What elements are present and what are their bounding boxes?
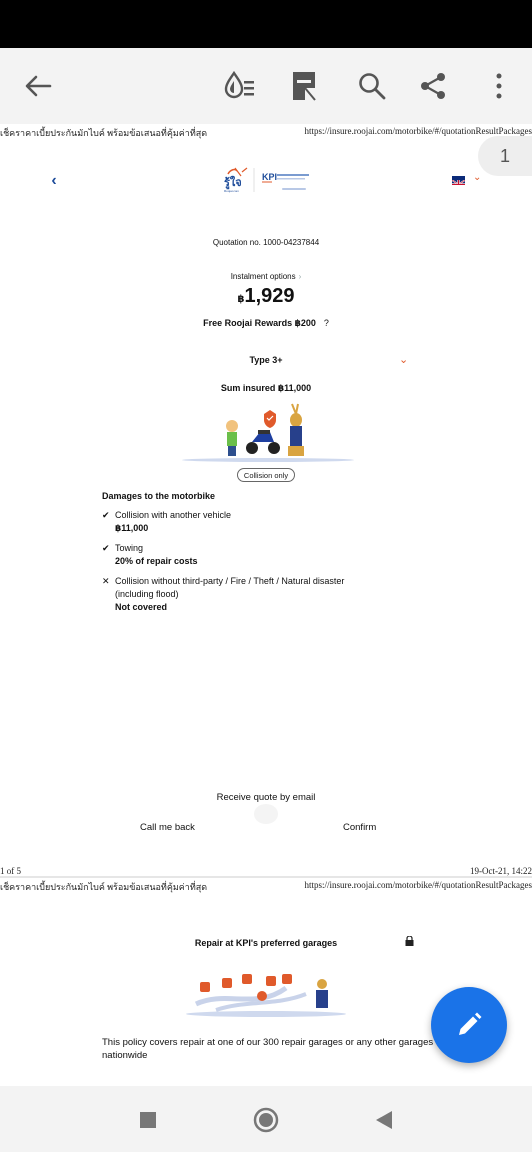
garage-section-title: Repair at KPI's preferred garages: [194, 938, 338, 948]
pdf-footer-date: 19-Oct-21, 14:22: [470, 866, 532, 876]
sum-insured: Sum insured ฿11,000: [220, 383, 312, 393]
system-nav-bar: [0, 1086, 532, 1152]
coverage-value: ฿11,000: [115, 523, 149, 533]
instalment-options-link[interactable]: [0, 272, 532, 281]
price-currency: ฿: [237, 294, 245, 305]
chevron-right-icon: ›: [298, 272, 302, 281]
coverage-label: Collision with another vehicle: [115, 510, 232, 520]
pdf-header-url: https://insure.roojai.com/motorbike/#/quotationResultPackages: [304, 880, 532, 890]
garage-map-illustration: [186, 970, 346, 1018]
search-icon[interactable]: [354, 68, 390, 104]
check-icon: ✔: [102, 543, 110, 553]
chevron-down-icon[interactable]: ⌄: [473, 172, 482, 183]
scroll-indicator: [254, 804, 278, 824]
cover-type-pill[interactable]: Collision only: [237, 468, 295, 482]
coverage-label-continued: (including flood): [115, 589, 179, 599]
share-icon[interactable]: [415, 68, 451, 104]
reading-mode-icon[interactable]: [222, 68, 258, 104]
page-indicator: 1: [478, 136, 532, 176]
coverage-label: Collision without third-party / Fire / Theft / Natural disaster: [115, 576, 345, 586]
chevron-left-icon[interactable]: ‹: [51, 172, 57, 189]
uk-flag-icon[interactable]: [452, 176, 465, 185]
check-icon: ✔: [102, 510, 110, 520]
motorbike-illustration: [180, 402, 356, 464]
chevron-down-icon[interactable]: ⌄: [399, 354, 409, 366]
lock-icon: [405, 936, 414, 948]
edit-pencil-icon: [454, 1010, 484, 1040]
coverage-item: [102, 542, 198, 568]
roojai-kpi-logo: [222, 164, 312, 196]
page-layout-icon[interactable]: [286, 68, 322, 104]
svg-text:รู้ใจ: รู้ใจ: [224, 177, 242, 189]
rewards-text: Free Roojai Rewards ฿200: [203, 318, 316, 328]
instalment-label: Instalment options: [230, 272, 296, 281]
call-me-back-button[interactable]: Call me back: [140, 822, 195, 833]
quote-price: [0, 285, 532, 308]
section-title: Damages to the motorbike: [102, 491, 216, 501]
coverage-item: [102, 509, 231, 535]
recents-square-icon[interactable]: [134, 1106, 162, 1134]
policy-description: This policy covers repair at one of our 300 repair garages or any other garages nationwide: [102, 1037, 434, 1061]
coverage-value: 20% of repair costs: [115, 556, 198, 566]
coverage-value: Not covered: [115, 602, 168, 612]
pdf-header-title: เช็คราคาเบี้ยประกันมักไบค์ พร้อมข้อเสนอที่คุ้มค่าที่สุด: [0, 128, 208, 138]
rewards-line: [0, 318, 532, 329]
receive-quote-email-link[interactable]: Receive quote by email: [216, 792, 316, 803]
home-circle-icon[interactable]: [252, 1106, 280, 1134]
svg-text:KPI: KPI: [262, 172, 278, 182]
more-vert-icon[interactable]: [481, 68, 517, 104]
arrow-left-icon[interactable]: [20, 68, 56, 104]
status-bar: [0, 0, 532, 48]
confirm-button[interactable]: Confirm: [343, 822, 377, 833]
pdf-header-title: เช็คราคาเบี้ยประกันมักไบค์ พร้อมข้อเสนอที่คุ้มค่าที่สุด: [0, 882, 208, 892]
cross-icon: ✕: [102, 576, 110, 586]
coverage-label: Towing: [115, 543, 144, 553]
pdf-viewer[interactable]: [0, 124, 532, 1086]
rewards-help-icon[interactable]: ?: [323, 318, 329, 328]
svg-text:Roojai.com: Roojai.com: [224, 189, 240, 193]
coverage-item: [102, 575, 344, 614]
quotation-number: Quotation no. 1000-04237844: [212, 238, 320, 247]
back-triangle-icon[interactable]: [370, 1106, 398, 1134]
pdf-page-1: [0, 124, 532, 876]
pdf-viewer-toolbar: [0, 48, 532, 124]
pdf-footer-pages: 1 of 5: [0, 866, 21, 876]
price-value: 1,929: [244, 285, 295, 307]
edit-fab-button[interactable]: [431, 987, 507, 1063]
plan-type-selector[interactable]: Type 3+: [249, 355, 283, 365]
pdf-header-url: https://insure.roojai.com/motorbike/#/quotationResultPackages: [304, 126, 532, 136]
